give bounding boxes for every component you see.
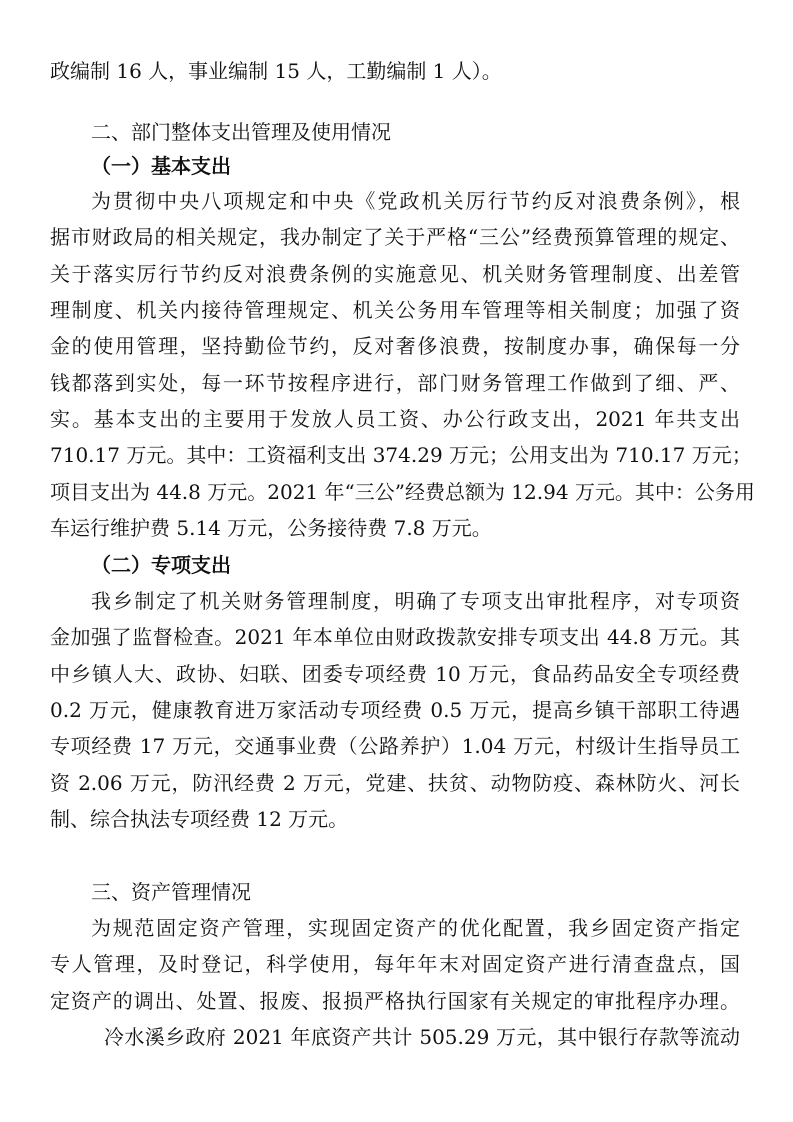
text-line: 理制度、机关内接待管理规定、机关公务用车管理等相关制度；加强了资: [50, 298, 740, 322]
section-heading: 三、资产管理情况: [91, 880, 251, 904]
section-heading: 二、部门整体支出管理及使用情况: [91, 120, 391, 144]
text-line: 金加强了监督检查。2021 年本单位由财政拨款安排专项支出 44.8 万元。其: [50, 625, 740, 649]
text-line: 钱都落到实处，每一环节按程序进行，部门财务管理工作做到了细、严、: [50, 371, 740, 395]
text-line: 资 2.06 万元，防汛经费 2 万元，党建、扶贫、动物防疫、森林防火、河长: [50, 771, 740, 795]
subsection-heading: （一）基本支出: [91, 154, 231, 178]
text-line: 车运行维护费 5.14 万元，公务接待费 7.8 万元。: [50, 516, 492, 540]
text-line: 项目支出为 44.8 万元。2021 年“三公”经费总额为 12.94 万元。其中：公务用: [50, 480, 755, 504]
text-line: 关于落实厉行节约反对浪费条例的实施意见、机关财务管理制度、出差管: [50, 262, 740, 286]
text-line: 金的使用管理，坚持勤俭节约，反对奢侈浪费，按制度办事，确保每一分: [50, 334, 740, 358]
text-line: 专人管理，及时登记，科学使用，每年年末对固定资产进行清查盘点，国: [50, 952, 740, 976]
text-line: 定资产的调出、处置、报废、报损严格执行国家有关规定的审批程序办理。: [50, 989, 740, 1013]
text-line: 0.2 万元，健康教育进万家活动专项经费 0.5 万元，提高乡镇干部职工待遇: [50, 698, 740, 722]
text-line: 为贯彻中央八项规定和中央《党政机关厉行节约反对浪费条例》，根: [91, 189, 740, 213]
text-line: 冷水溪乡政府 2021 年底资产共计 505.29 万元，其中银行存款等流动: [104, 1025, 740, 1049]
text-line: 据市财政局的相关规定，我办制定了关于严格“三公”经费预算管理的规定、: [50, 225, 740, 249]
text-line: 专项经费 17 万元，交通事业费（公路养护）1.04 万元，村级计生指导员工: [50, 734, 740, 758]
text-line: 制、综合执法专项经费 12 万元。: [50, 807, 349, 831]
subsection-heading: （二）专项支出: [91, 553, 231, 577]
text-line: 实。基本支出的主要用于发放人员工资、办公行政支出，2021 年共支出: [50, 407, 740, 431]
text-line: 我乡制定了机关财务管理制度，明确了专项支出审批程序，对专项资: [91, 589, 740, 613]
text-line: 中乡镇人大、政协、妇联、团委专项经费 10 万元，食品药品安全专项经费: [50, 662, 740, 686]
text-line: 政编制 16 人，事业编制 15 人，工勤编制 1 人）。: [50, 59, 502, 83]
text-line: 710.17 万元。其中：工资福利支出 374.29 万元；公用支出为 710.17 万元；: [50, 443, 752, 467]
text-line: 为规范固定资产管理，实现固定资产的优化配置，我乡固定资产指定: [91, 916, 740, 940]
